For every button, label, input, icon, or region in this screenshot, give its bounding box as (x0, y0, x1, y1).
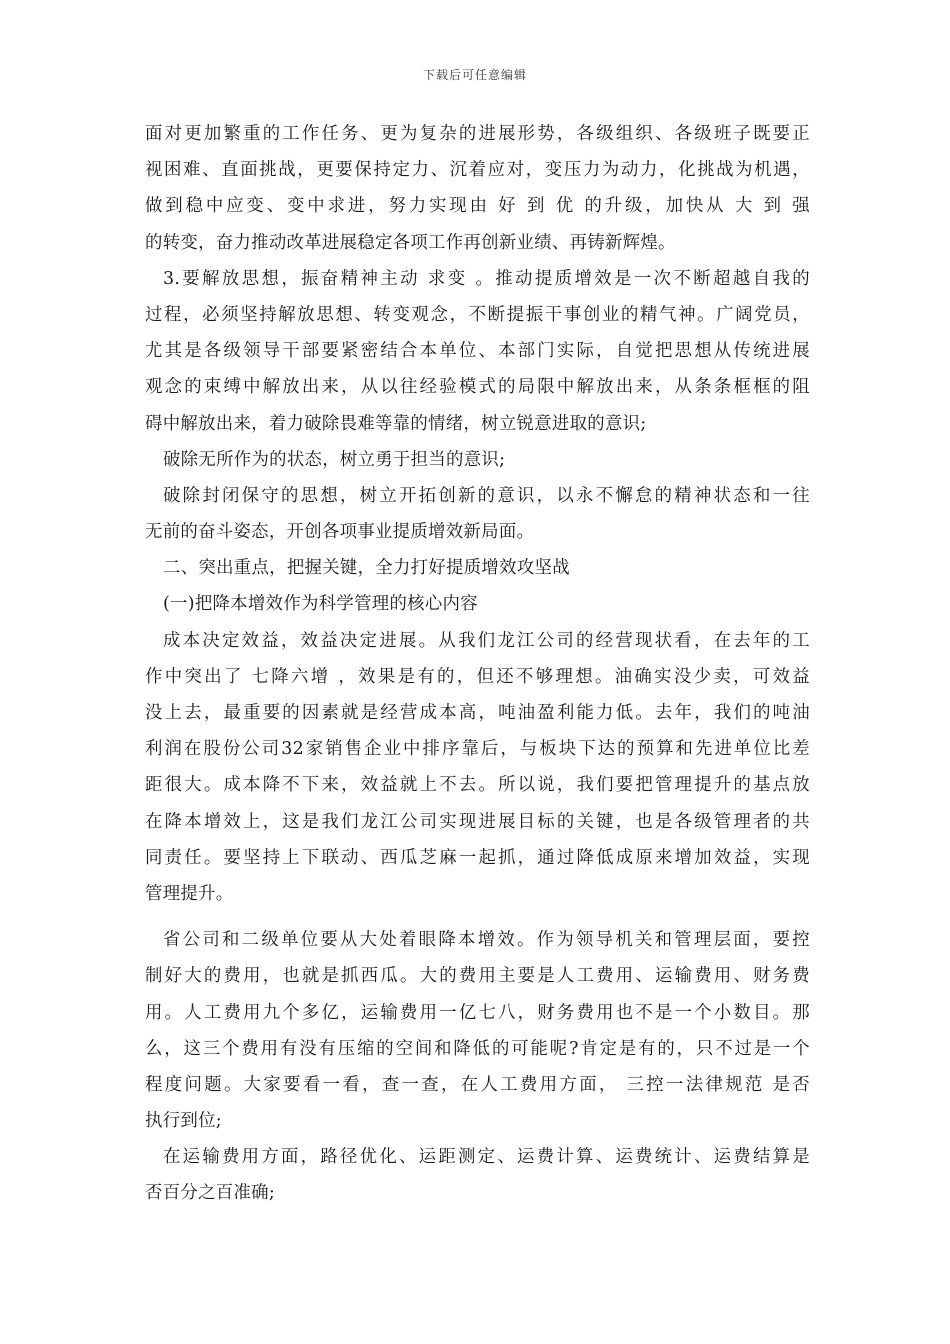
text-line: 做到稳中应变、变中求进，努力实现由 好 到 优 的升级，加快从 大 到 强 (145, 196, 810, 217)
text-line: 面对更加繁重的工作任务、更为复杂的进展形势，各级组织、各级班子既要正 (145, 124, 810, 144)
text-line: 在运输费用方面，路径优化、运距测定、运费计算、运费统计、运费结算是 (163, 1147, 810, 1168)
paragraph-gap (145, 912, 810, 922)
text-line: 同责任。要坚持上下联动、西瓜芝麻一起抓，通过降低成原来增加效益，实现 (145, 847, 810, 868)
text-line: 执行到位; (145, 1111, 222, 1132)
text-line: 成本决定效益，效益决定进展。从我们龙江公司的经营现状看，在去年的工 (163, 630, 810, 651)
text-line: 否百分之百准确; (145, 1183, 275, 1204)
text-line: 利润在股份公司32家销售企业中排序靠后，与板块下达的预算和先进单位比差 (145, 739, 810, 760)
text-line: 管理提升。 (145, 883, 234, 904)
text-line: 距很大。成本降不下来，效益就上不去。所以说，我们要把管理提升的基点放 (145, 775, 810, 796)
text-line: 观念的束缚中解放出来，从以往经验模式的局限中解放出来，从条条框框的阻 (145, 377, 810, 398)
text-line: 制好大的费用，也就是抓西瓜。大的费用主要是人工费用、运输费用、财务费 (145, 966, 810, 987)
text-line: 破除无所作为的状态，树立勇于担当的意识; (163, 449, 506, 470)
text-line: 在降本增效上，这是我们龙江公司实现进展目标的关键，也是各级管理者的共 (145, 811, 810, 832)
text-line: 碍中解放出来，着力破除畏难等靠的情绪，树立锐意进取的意识; (145, 413, 647, 434)
text-line: 过程，必须坚持解放思想、转变观念，不断提振干事创业的精气神。广阔党员， (145, 304, 810, 325)
text-line: 尤其是各级领导干部要紧密结合本单位、本部门实际，自觉把思想从传统进展 (145, 341, 810, 362)
text-line: 视困难、直面挑战，更要保持定力、沉着应对，变压力为动力，化挑战为机遇， (145, 160, 810, 181)
text-line: 的转变，奋力推动改革进展稳定各项工作再创新业绩、再铸新辉煌。 (145, 232, 676, 253)
text-line: (一)把降本增效作为科学管理的核心内容 (163, 594, 478, 615)
text-line: 程度问题。大家要看一看，查一查，在人工费用方面， 三控一法律规范 是否 (145, 1074, 810, 1095)
document-body (145, 116, 810, 1212)
text-line: 破除封闭保守的思想，树立开拓创新的意识，以永不懈怠的精神状态和一往 (163, 485, 810, 506)
text-line: 二、突出重点，把握关键，全力打好提质增效攻坚战 (163, 558, 570, 579)
text-line: 没上去，最重要的因素就是经营成本高，吨油盈利能力低。去年，我们的吨油 (145, 703, 810, 723)
text-line: 无前的奋斗姿态，开创各项事业提质增效新局面。 (145, 522, 535, 543)
text-line: 作中突出了 七降六增 ，效果是有的，但还不够理想。油确实没少卖，可效益 (145, 666, 810, 687)
text-line: 3.要解放思想，振奋精神主动 求变 。推动提质增效是一次不断超越自我的 (163, 268, 810, 289)
text-line: 省公司和二级单位要从大处着眼降本增效。作为领导机关和管理层面，要控 (163, 930, 810, 951)
text-line: 用。人工费用九个多亿，运输费用一亿七八，财务费用也不是一个小数目。那 (145, 1002, 810, 1023)
text-line: 么，这三个费用有没有压缩的空间和降低的可能呢?肯定是有的，只不过是一个 (145, 1038, 810, 1059)
page-header: 下载后可任意编辑 (422, 68, 527, 82)
